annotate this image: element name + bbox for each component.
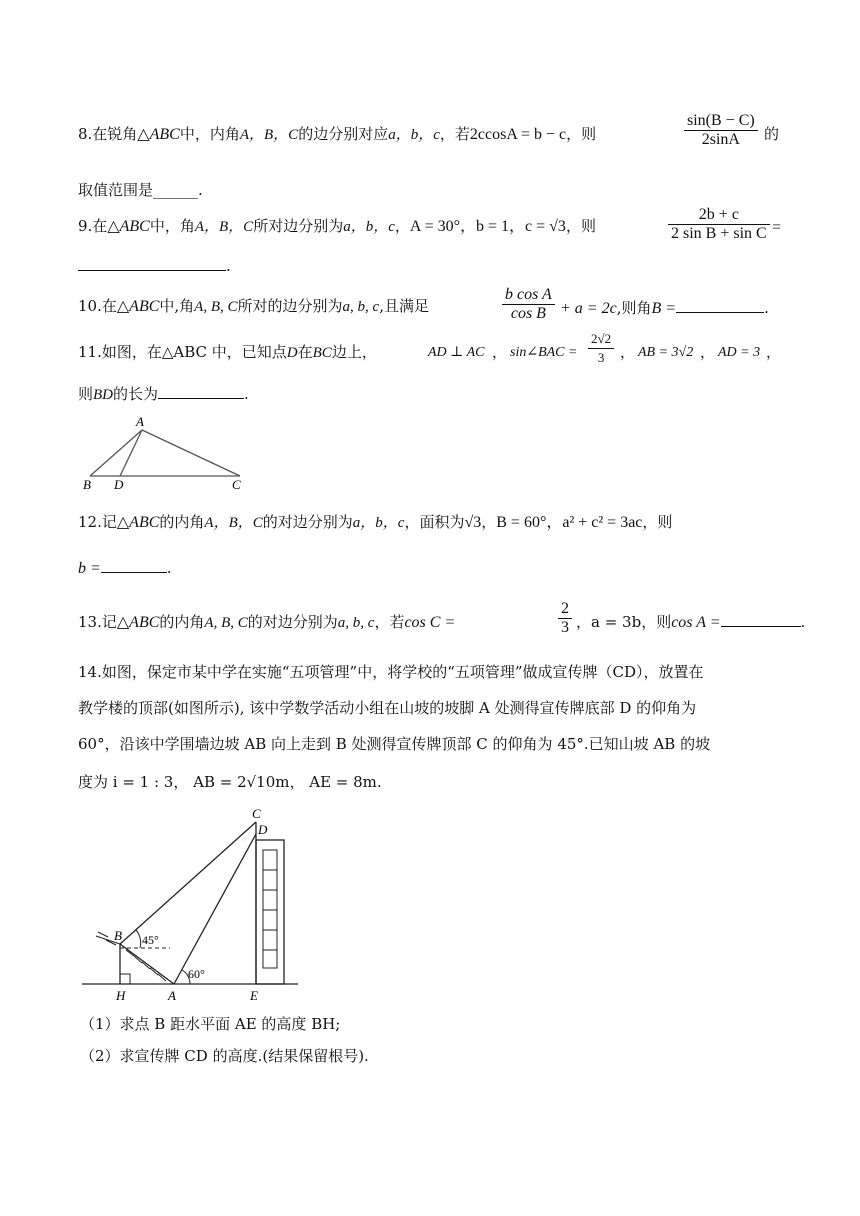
q14-line1: 14.如图，保定市某中学在实施“五项管理”中，将学校的“五项管理”做成宣传牌（CD），放置在 [78,663,704,681]
q14-angle-arc-45 [136,930,141,948]
q10-text: ,则角 [616,299,652,317]
q8-text: 8.在锐角 [78,125,138,143]
q11-label-c: C [232,477,241,492]
q12-line1: 12.记△ABC的内角A，B，C的对边分别为a，b，c，面积为√3，B = 60°，a² + c² = 3ac，则 [78,513,673,531]
q11-side-ad-line [120,430,142,476]
q10-triangle: △ABC [116,298,160,315]
q11-side-ac-line [142,430,240,476]
q11-text: 则 [78,385,94,403]
q13-triangle: △ABC [116,614,160,631]
q9-given: A = 30°，b = 1，c = √3 [409,218,566,235]
q10-frac-den: cos B [510,305,546,322]
q13-given: ，a = 3b，则 [576,613,672,631]
q12-area: √3 [464,514,482,531]
q10-line1b [560,298,769,319]
q11-comma4: ， [766,343,782,361]
q13-text: ，若 [374,613,405,631]
q11-comma3: ， [700,343,716,361]
q11-cond1: AD ⊥ AC [428,345,485,360]
q12-text: 的内角 [159,513,205,531]
q13-answer-blank[interactable] [721,612,801,627]
q11-label-b: B [83,477,91,492]
q12-text: 的对边分别为 [262,513,353,531]
q11-frac-den: 3 [597,350,605,365]
q11-text: 11.如图，在△ABC 中，已知点 [78,343,287,361]
q9-fraction [668,206,770,243]
q9-frac-den: 2 sin B + sin C [671,225,767,242]
q10-end: . [764,299,769,317]
q12-text: ，面积为 [404,513,465,531]
q8-text: ，若 [439,125,470,143]
q12-end: . [166,559,172,577]
q14-line3: 60°，沿该中学围墙边坡 AB 向上走到 B 处测得宣传牌顶部 C 的仰角为 45°.已知山坡 AB 的坡 [78,735,711,753]
q10-frac-num: b cos A [502,286,555,305]
q11-comma2: ， [620,343,636,361]
q10-text: 10.在 [78,297,117,315]
q10-text: ,且满足 [379,297,429,315]
q12-sides: a，b，c [352,515,405,531]
q13-line1b [576,612,805,633]
q11-frac-num: 2√2 [588,330,614,349]
q14-label-e: E [250,988,258,1003]
q13-vars: A, B, C [204,615,248,631]
q8-triangle: △ABC [137,126,180,143]
q8-line1 [78,124,596,145]
q10-ans-label: B = [651,300,677,317]
q11-triangle-figure [78,412,258,492]
q8-tail: 的 [764,125,780,143]
q11-comma1: ， [492,343,508,361]
q12-answer-blank[interactable] [101,558,167,573]
q13-fraction [558,600,572,637]
q9-text: ，则 [565,217,596,235]
q9-answer-blank[interactable] [78,256,226,271]
q14-sub2: （2）求宣传牌 CD 的高度.(结果保留根号). [80,1047,369,1065]
q8-line2: 取值范围是______. [78,181,203,199]
q11-cond2-label: sin∠BAC = [510,345,578,360]
q12-given: B = 60°，a² + c² = 3ac [496,514,643,531]
q13-line1 [78,612,455,633]
q10-sides: a, b, c [342,299,380,315]
q14-line2: 教学楼的顶部(如图所示), 该中学数学活动小组在山坡的坡脚 A 处测得宣传牌底部 D 的仰角为 [78,699,697,717]
q13-text: 13.记 [78,613,117,631]
q14-label-45: 45° [142,933,159,947]
q11-cond4: AD = 3 [718,345,761,360]
q8-text: 的边分别对应 [298,125,389,143]
q13-text: 的对边分别为 [247,613,338,631]
q11-line1 [78,342,377,363]
q11-side-bd: BD [93,387,114,403]
q14-line4: 度为 i = 1 : 3， AB = 2√10m， AE = 8m. [78,773,382,791]
q14-window-dividers [263,870,277,950]
q8-sides: a，b，c [388,127,440,143]
q9-line1 [78,216,596,237]
q9-line2 [78,256,231,276]
q14-slope-ab [120,944,174,984]
q13-frac-num: 2 [558,600,572,619]
q9-text: 所对边分别为 [253,217,344,235]
q9-text: 9.在 [78,217,108,235]
q8-frac-den: 2sinA [701,131,740,148]
q11-answer-blank[interactable] [158,384,244,399]
q11-text: 的长为 [113,385,159,403]
q10-fraction [502,286,555,323]
q14-label-c: C [252,806,261,821]
q9-text: ， [394,217,410,235]
q12-text: ，则 [642,513,673,531]
q13-end: . [800,613,806,631]
q11-text: 边上， [331,343,377,361]
q8-fraction [684,112,758,149]
q11-cond3: AB = 3√2 [638,345,694,360]
q9-eq: = [772,219,782,236]
q14-right-angle-mark [120,974,130,984]
q13-cos-label: cos C = [404,614,456,631]
q10-text: 所对的边分别为 [237,297,343,315]
q8-frac-num: sin(B − C) [684,112,758,131]
q12-ans-label: b = [78,560,101,577]
q9-sides: a，b，c [343,219,395,235]
q11-side-bc: BC [312,345,332,361]
q10-vars: A, B, C [194,299,238,315]
q9-triangle: △ABC [107,218,150,235]
q11-side-ab-line [90,430,142,476]
q11-label-a: A [136,414,144,429]
q13-text: 的内角 [159,613,205,631]
q12-text: 12.记 [78,513,117,531]
q14-label-b: B [114,928,122,943]
q12-line2 [78,558,172,579]
q13-ans-label: cos A = [671,614,721,631]
q9-frac-num: 2b + c [668,206,770,225]
q9-end: . [226,257,231,275]
q14-label-60: 60° [188,967,205,981]
q10-text: 中,角 [159,297,195,315]
q10-line1 [78,296,429,317]
q11-text: 在 [297,343,313,361]
q11-end: . [244,385,249,403]
q14-label-d: D [258,822,268,837]
q14-sight-ad [174,834,256,984]
q12-vars: A，B，C [204,515,263,531]
q14-label-a: A [168,988,176,1003]
q14-label-h: H [116,988,126,1003]
q14-sight-bc [120,822,256,944]
q11-line2 [78,384,249,405]
q8-text: ，则 [566,125,597,143]
q11-point-d: D [286,345,298,361]
q14-sub1: （1）求点 B 距水平面 AE 的高度 BH; [80,1015,341,1033]
q14-building [256,840,284,984]
q10-answer-blank[interactable] [676,298,764,313]
q10-tail: + a = 2c [560,300,617,317]
q11-cond2-fraction [588,330,614,367]
q11-label-d: D [114,477,124,492]
q13-frac-den: 3 [561,619,569,636]
q9-text: 中，角 [149,217,195,235]
q8-vars: A，B，C [239,127,299,143]
q8-condition: 2ccosA = b − c [469,126,567,143]
q14-figure [78,800,308,1010]
q12-triangle: △ABC [116,514,160,531]
q8-text: 中，内角 [179,125,240,143]
q9-vars: A，B，C [194,219,254,235]
q13-sides: a, b, c [337,615,375,631]
